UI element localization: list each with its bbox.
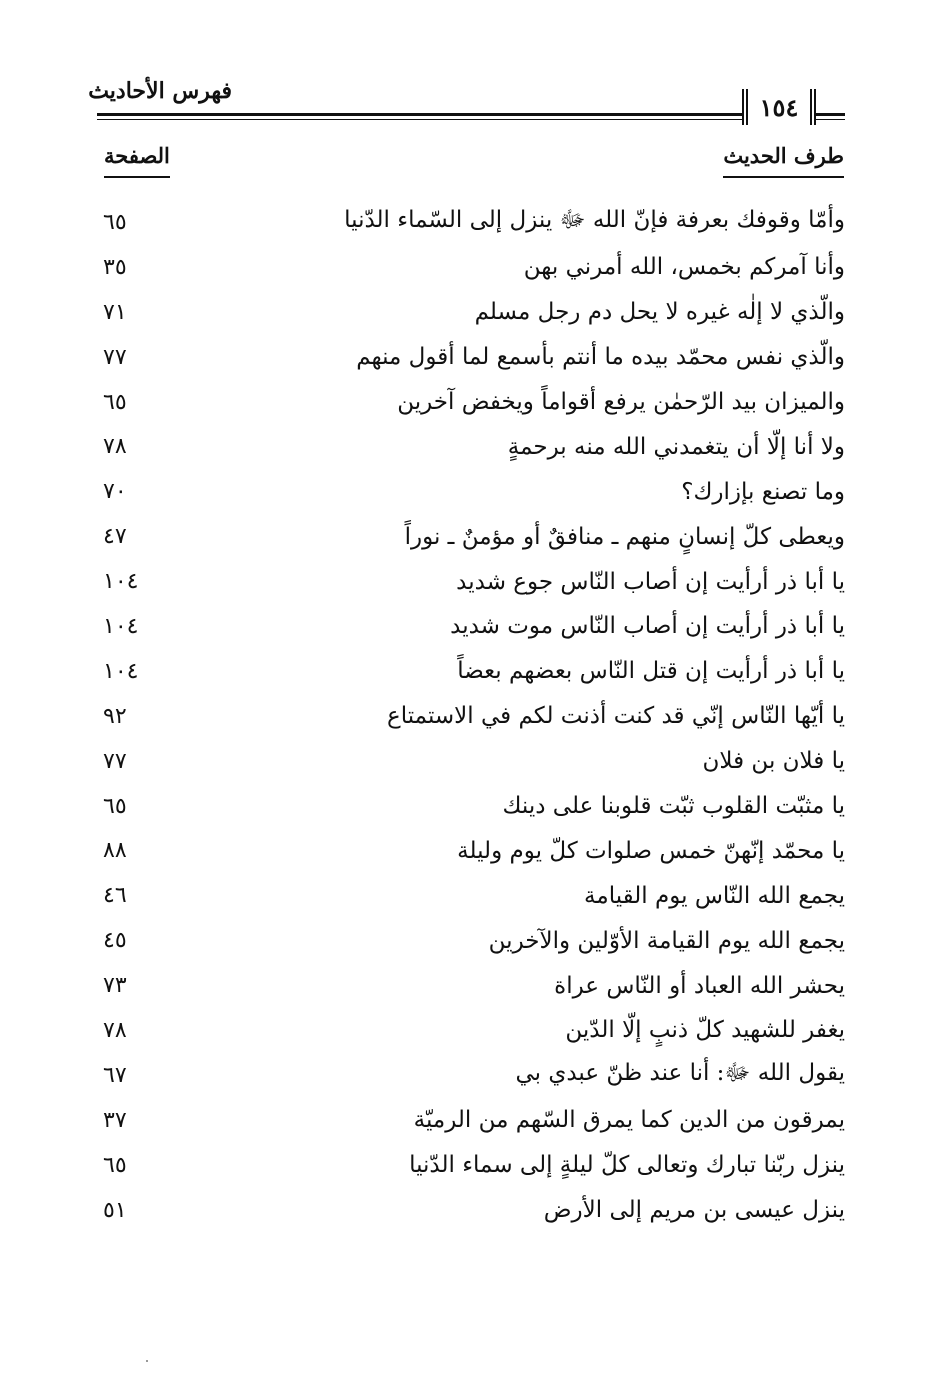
entry-hadith-text: يمرقون من الدين كما يمرق السّهم من الرميّة <box>413 1107 845 1134</box>
running-title: فهرس الأحاديث <box>88 78 232 104</box>
entry-hadith-text: ينزل عيسى بن مريم إلى الأرض <box>543 1197 845 1224</box>
entry-page-number: ٧١ <box>103 299 127 325</box>
index-entry <box>95 1008 845 1053</box>
index-entry <box>95 514 845 559</box>
entry-hadith-text: يا مثبّت القلوب ثبّت قلوبنا على دينك <box>502 793 845 820</box>
entry-hadith-text: والّذي نفس محمّد بيده ما أنتم بأسمع لما أقول منهم <box>356 344 845 371</box>
entry-hadith-text: يجمع الله النّاس يوم القيامة <box>584 882 845 909</box>
index-entry <box>95 784 845 829</box>
entry-page-number: ٣٥ <box>103 254 127 280</box>
entry-page-number: ١٠٤ <box>103 613 139 639</box>
entry-page-number: ٨٨ <box>103 838 127 864</box>
entry-page-number: ٧٣ <box>103 973 127 999</box>
entry-page-number: ٤٧ <box>103 524 127 550</box>
entry-hadith-text: يغفر للشهيد كلّ ذنبٍ إلّا الدّين <box>565 1017 845 1044</box>
entry-page-number: ٦٥ <box>103 389 127 415</box>
entry-hadith-text: يا أيّها النّاس إنّي قد كنت أذنت لكم في الاستمتاع <box>386 703 845 730</box>
index-entry <box>95 694 845 739</box>
entry-page-number: ٧٧ <box>103 748 127 774</box>
entry-page-number: ٧٠ <box>103 479 127 505</box>
entry-hadith-text: يا أبا ذر أرأيت إن أصاب النّاس موت شديد <box>450 613 845 640</box>
entry-hadith-text: يقول الله ﷻ: أنا عند ظنّ عبدي بي <box>515 1060 845 1087</box>
index-entry <box>95 200 845 245</box>
entry-page-number: ٦٥ <box>103 793 127 819</box>
entry-page-number: ٦٥ <box>103 209 127 235</box>
index-entry <box>95 245 845 290</box>
index-entry <box>95 604 845 649</box>
entry-page-number: ٩٢ <box>103 703 127 729</box>
index-entry <box>95 649 845 694</box>
index-entry <box>95 1143 845 1188</box>
index-entry <box>95 290 845 335</box>
entry-hadith-text: يا أبا ذر أرأيت إن قتل النّاس بعضهم بعضاً <box>457 658 845 685</box>
column-header-page: الصفحة <box>104 143 170 178</box>
entry-page-number: ١٠٤ <box>103 569 139 595</box>
entry-hadith-text: يحشر الله العباد أو النّاس عراة <box>554 972 845 999</box>
page-number-text: ١٥٤ <box>759 92 799 122</box>
index-entry <box>95 873 845 918</box>
hadith-index-list <box>95 200 845 1232</box>
index-entry <box>95 1098 845 1143</box>
entry-page-number: ١٠٤ <box>103 658 139 684</box>
entry-hadith-text: يا أبا ذر أرأيت إن أصاب النّاس جوع شديد <box>456 568 845 595</box>
entry-hadith-text: يا محمّد إنّهنّ خمس صلوات كلّ يوم وليلة <box>457 837 845 864</box>
entry-page-number: ٧٨ <box>103 434 127 460</box>
index-entry <box>95 739 845 784</box>
index-entry <box>95 424 845 469</box>
entry-hadith-text: والّذي لا إلٰه غيره لا يحل دم رجل مسلم <box>474 299 845 326</box>
entry-hadith-text: ينزل ربّنا تبارك وتعالى كلّ ليلةٍ إلى سماء الدّنيا <box>409 1152 845 1179</box>
index-entry <box>95 380 845 425</box>
entry-hadith-text: يجمع الله يوم القيامة الأوّلين والآخرين <box>488 927 845 954</box>
index-entry <box>95 559 845 604</box>
entry-hadith-text: وأنا آمركم بخمس، الله أمرني بهن <box>523 254 845 281</box>
entry-hadith-text: وما تصنع بإزارك؟ <box>681 478 845 505</box>
entry-hadith-text: يا فلان بن فلان <box>702 748 845 775</box>
entry-hadith-text: وأمّا وقوفك بعرفة فإنّ الله ﷻ ينزل إلى السّماء الدّنيا <box>344 207 845 234</box>
header-rule-thick <box>97 113 845 116</box>
index-entry <box>95 963 845 1008</box>
column-header-hadith: طرف الحديث <box>723 143 844 178</box>
entry-page-number: ٧٧ <box>103 344 127 370</box>
index-entry <box>95 335 845 380</box>
entry-page-number: ٦٥ <box>103 1152 127 1178</box>
entry-page-number: ٣٧ <box>103 1107 127 1133</box>
entry-page-number: ٤٥ <box>103 928 127 954</box>
entry-page-number: ٤٦ <box>103 883 127 909</box>
index-entry <box>95 1053 845 1098</box>
index-entry <box>95 1188 845 1233</box>
index-entry <box>95 918 845 963</box>
entry-hadith-text: ويعطى كلّ إنسانٍ منهم ـ منافقٌ أو مؤمنٌ ـ نوراً <box>404 523 845 550</box>
entry-hadith-text: والميزان بيد الرّحمٰن يرفع أقواماً ويخفض آخرين <box>397 389 845 415</box>
header-rule-thin <box>97 119 845 120</box>
index-entry <box>95 828 845 873</box>
index-entry <box>95 469 845 514</box>
entry-hadith-text: ولا أنا إلّا أن يتغمدني الله منه برحمةٍ <box>507 433 845 460</box>
scan-speck <box>146 1360 148 1362</box>
entry-page-number: ٥١ <box>103 1197 127 1223</box>
page-number <box>742 89 816 125</box>
entry-page-number: ٦٧ <box>103 1062 127 1088</box>
entry-page-number: ٧٨ <box>103 1017 127 1043</box>
